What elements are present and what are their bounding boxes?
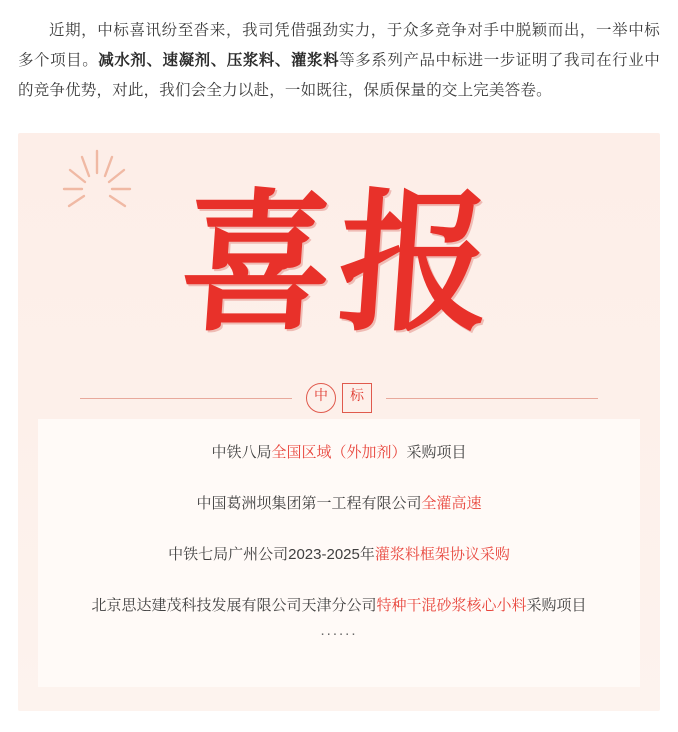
divider-line-right <box>386 398 598 399</box>
poster-card <box>18 133 660 711</box>
intro-paragraph <box>0 0 678 106</box>
list-item-suffix: 采购项目 <box>406 444 467 461</box>
list-item <box>58 543 620 567</box>
intro-part1: 近期，中标喜讯纷至沓来，我司凭借强劲实力，于众多竞争对手中脱颖而出，一举中标多个项目。 <box>18 22 660 69</box>
divider-line-left <box>80 398 292 399</box>
list-item-highlight: 全灌高速 <box>421 495 482 512</box>
list-item-prefix: 北京思达建茂科技发展有限公司天津分公司 <box>91 597 377 614</box>
seal-badge <box>306 383 372 413</box>
award-list-panel <box>38 419 640 687</box>
list-item <box>58 594 620 618</box>
intro-part2: 等多系列产品中标进一步证明了我司在行业中的竞争优势，对此，我们会全力以赴，一如既往，保质保量的交上完美答卷。 <box>18 52 660 99</box>
list-item-suffix: 采购项目 <box>526 597 587 614</box>
list-item-highlight: 全国区域（外加剂） <box>271 444 407 461</box>
seal-char-zhong: 中 <box>306 383 336 413</box>
list-item-highlight: 特种干混砂浆核心小料 <box>376 597 527 614</box>
list-item <box>58 492 620 516</box>
divider-with-seal <box>18 373 660 423</box>
list-item-prefix: 中铁七局广州公司2023-2025年 <box>168 546 375 563</box>
list-item-prefix: 中国葛洲坝集团第一工程有限公司 <box>196 495 422 512</box>
list-item-prefix: 中铁八局 <box>211 444 272 461</box>
seal-char-biao: 标 <box>342 383 372 413</box>
poster-title: 喜报 <box>175 181 503 349</box>
list-item-highlight: 灌浆料框架协议采购 <box>374 546 510 563</box>
list-ellipsis: ...... <box>320 622 358 639</box>
intro-text <box>18 16 660 106</box>
list-item <box>58 441 620 465</box>
intro-bold-products: 减水剂、速凝剂、压浆料、灌浆料 <box>98 52 340 69</box>
